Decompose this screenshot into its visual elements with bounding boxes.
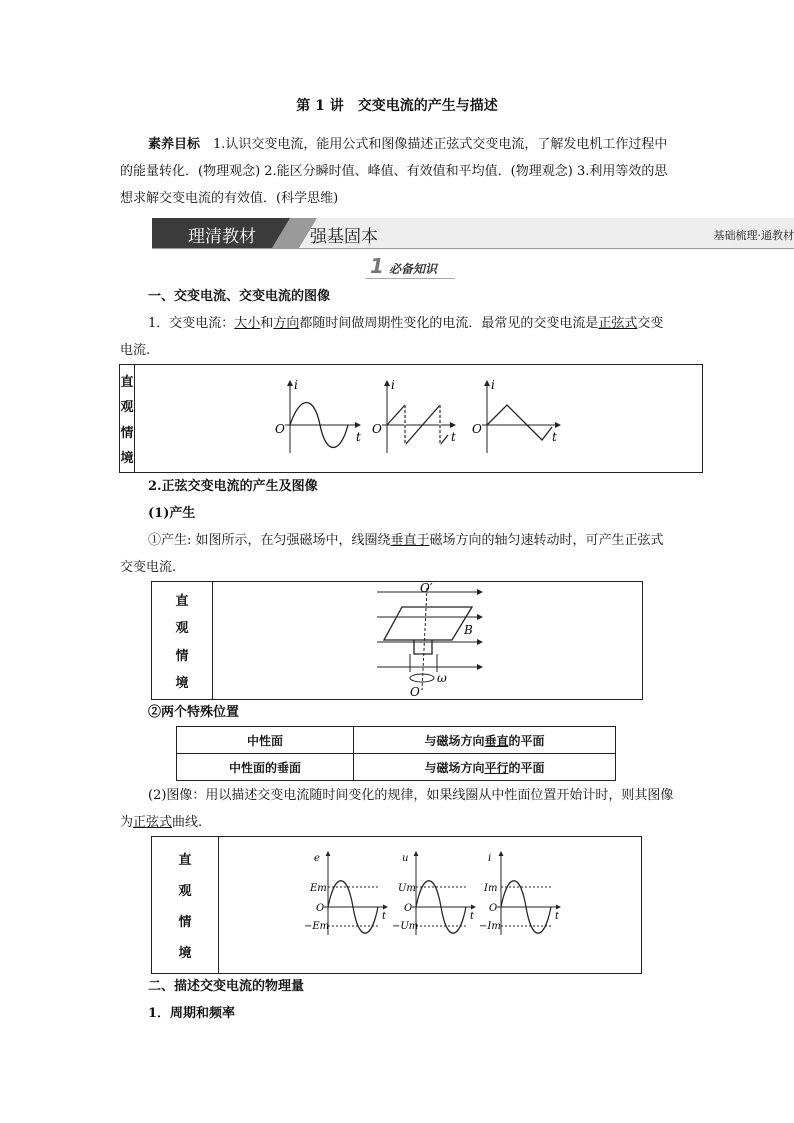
table-row	[177, 754, 616, 781]
def-underline-size: 大小	[234, 316, 261, 331]
graph-origin: O	[404, 903, 413, 914]
produce-tail: 磁场方向的轴匀速转动时，可产生正弦式交变电流.	[120, 533, 664, 575]
desc-post: 的平面	[508, 733, 545, 748]
axis-i-2: i	[391, 378, 395, 392]
box-label-char: 情	[178, 915, 192, 930]
desc-post: 的平面	[508, 760, 545, 775]
box-label-char: 境	[175, 675, 189, 691]
position-desc	[354, 754, 616, 781]
box-label-char: 直	[178, 853, 192, 868]
graph-underline: 正弦式	[133, 815, 173, 830]
box-label-char: 境	[120, 450, 134, 466]
positions-table	[176, 726, 616, 781]
label-o: O	[410, 685, 420, 699]
desc-underline: 垂直	[484, 733, 509, 748]
banner-tag: 基础梳理·通教材	[713, 229, 794, 242]
section1-heading: 一、交变电流、交变电流的图像	[148, 289, 331, 304]
graph-t: t	[470, 911, 475, 922]
subheading-produce: (1)产生	[148, 506, 196, 521]
graph-neg: −Im	[479, 921, 501, 932]
box-label-char: 观	[178, 884, 192, 899]
graph-peak: Um	[398, 883, 416, 894]
def-tail: 交变电流.	[120, 316, 664, 358]
sine-wave-graph	[275, 378, 361, 453]
graph-origin: O	[489, 903, 498, 914]
label-omega: ω	[437, 671, 447, 685]
produce-underline: 垂直于	[390, 533, 430, 548]
def-ac-paragraph	[120, 310, 675, 364]
banner-right-label: 强基固本	[310, 227, 378, 247]
box-label-char: 观	[120, 400, 134, 416]
goal-label: 素养目标	[148, 137, 201, 152]
graph-u	[392, 852, 475, 935]
desc-pre: 与磁场方向	[424, 760, 485, 775]
triangle-wave-graph	[472, 378, 560, 453]
box-label-char: 直	[175, 594, 189, 610]
graph-paragraph	[120, 782, 675, 836]
subheading-production: 2.正弦交变电流的产生及图像	[148, 479, 318, 494]
position-name: 中性面	[177, 727, 354, 754]
graph-peak: Em	[310, 883, 327, 894]
def-mid2: 都随时间做周期性变化的电流．最常见的交变电流是	[299, 316, 599, 331]
goal-paragraph	[120, 131, 675, 212]
graph-i	[479, 852, 560, 935]
section-banner	[152, 218, 794, 248]
intuitive-box-1	[119, 364, 703, 473]
graph-t: t	[382, 911, 387, 922]
axis-t-1: t	[356, 430, 361, 444]
graph-tail: 曲线.	[172, 815, 203, 830]
sawtooth-wave-graph	[372, 378, 456, 453]
def-underline-direction: 方向	[273, 316, 300, 331]
axis-t-2: t	[451, 430, 456, 444]
graph-peak: Im	[484, 883, 498, 894]
graph-var: i	[488, 853, 492, 864]
intuitive-box-3	[151, 836, 642, 974]
banner-left-label: 理清教材	[188, 227, 256, 247]
period-frequency-heading: 1．周期和频率	[148, 1006, 236, 1021]
graph-t: t	[555, 911, 560, 922]
box-label-char: 直	[120, 375, 134, 391]
def-prefix: 1．交变电流：	[148, 316, 235, 331]
graph-origin: O	[316, 903, 325, 914]
graph-var: u	[402, 853, 409, 864]
box-label-char: 观	[175, 621, 189, 637]
section2-heading: 二、描述交变电流的物理量	[148, 979, 305, 994]
produce-prefix: ①产生: 如图所示，在匀强磁场中，线圈绕	[148, 533, 391, 548]
position-desc	[354, 727, 616, 754]
page-title: 第 1 讲 交变电流的产生与描述	[296, 98, 498, 114]
produce-paragraph	[120, 527, 675, 581]
origin-1: O	[275, 422, 285, 436]
graph-neg: −Um	[392, 921, 419, 932]
subsection-badge	[365, 256, 455, 279]
table-row	[177, 727, 616, 754]
subheading-positions: ②两个特殊位置	[148, 705, 240, 720]
graph-neg: −Em	[304, 921, 330, 932]
graph-var: e	[314, 853, 320, 864]
coil-figure	[152, 582, 642, 699]
graph-prefix: (2)图像：用以描述交变电流随时间变化的规律，如果线圈从中性面位置开始计时，则其图像为	[120, 788, 674, 830]
label-b: B	[464, 623, 473, 637]
sine-graphs	[152, 837, 641, 973]
axis-t-3: t	[552, 430, 557, 444]
label-o-prime: O′	[420, 582, 433, 595]
def-underline-sine: 正弦式	[598, 316, 638, 331]
box-label-char: 境	[178, 946, 192, 961]
box-label-char: 情	[175, 648, 189, 664]
subsection-number: 1	[370, 254, 384, 278]
desc-underline: 平行	[484, 760, 509, 775]
axis-i-1: i	[294, 378, 298, 392]
desc-pre: 与磁场方向	[424, 733, 485, 748]
intuitive-box-2	[151, 581, 643, 700]
graph-e	[304, 852, 387, 935]
origin-3: O	[472, 422, 482, 436]
box-label-char: 情	[120, 425, 134, 441]
position-name: 中性面的垂面	[177, 754, 354, 781]
axis-i-3: i	[491, 378, 495, 392]
origin-2: O	[372, 422, 382, 436]
waveform-figures	[120, 365, 702, 472]
goal-text: 1.认识交变电流，能用公式和图像描述正弦式交变电流，了解发电机工作过程中的能量转化．(物理观念) 2.能区分瞬时值、峰值、有效值和平均值．(物理观念) 3.利用等效的思想求解交变电流的有效值．(科学思维)	[120, 137, 668, 206]
subsection-text: 必备知识	[389, 262, 438, 276]
def-mid1: 和	[260, 316, 274, 331]
